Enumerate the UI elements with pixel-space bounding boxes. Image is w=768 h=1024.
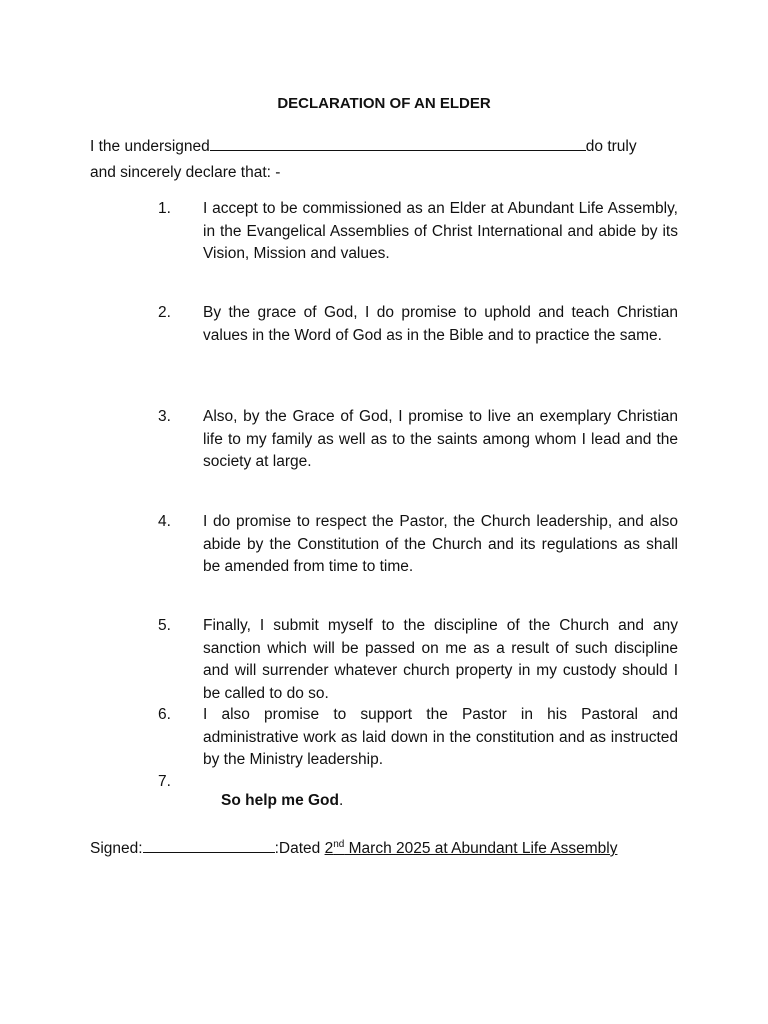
list-item-text: Also, by the Grace of God, I promise to live an exemplary Christian life to my family as well as to the saints among whom I lead and the society at large. bbox=[203, 408, 678, 470]
signature-blank-line bbox=[143, 837, 275, 853]
list-item-text: I also promise to support the Pastor in his Pastoral and administrative work as laid down in the constitution and as instructed by the Ministry leadership. bbox=[203, 706, 678, 768]
list-item-text: Finally, I submit myself to the discipline of the Church and any sanction which will be passed on me as a result of such discipline and will surrender whatever church property in my custody should I be called to do so. bbox=[203, 617, 678, 702]
dated-day: 2 bbox=[324, 840, 334, 857]
closing-text: So help me God bbox=[221, 792, 339, 809]
list-item-text: I accept to be commissioned as an Elder at Abundant Life Assembly, in the Evangelical Assemblies of Christ International and abide by its Vision, Mission and values. bbox=[203, 200, 678, 262]
list-item-number: 7. bbox=[158, 773, 171, 790]
intro-line-2: and sincerely declare that: - bbox=[90, 164, 281, 181]
list-item bbox=[158, 198, 678, 266]
list-item bbox=[158, 704, 678, 772]
intro-suffix: do truly bbox=[585, 138, 637, 155]
list-item bbox=[158, 511, 678, 579]
list-item-text: I do promise to respect the Pastor, the Church leadership, and also abide by the Constitution of the Church and its regulations as shall be amended from time to time. bbox=[203, 513, 678, 575]
dated-prefix: :Dated bbox=[274, 840, 325, 857]
signed-label: Signed: bbox=[90, 840, 143, 857]
list-item bbox=[158, 302, 678, 347]
signature-line bbox=[90, 837, 617, 858]
list-item-number: 2. bbox=[158, 304, 171, 321]
intro-paragraph bbox=[90, 134, 690, 186]
closing-line bbox=[221, 792, 343, 810]
dated-rest: March 2025 at Abundant Life Assembly bbox=[344, 840, 618, 857]
dated-day-suffix: nd bbox=[333, 838, 345, 850]
list-item-number: 4. bbox=[158, 513, 171, 530]
list-item-number: 5. bbox=[158, 617, 171, 634]
list-item-text: By the grace of God, I do promise to uphold and teach Christian values in the Word of God as in the Bible and to practice the same. bbox=[203, 304, 678, 344]
list-item-number: 3. bbox=[158, 408, 171, 425]
intro-prefix: I the undersigned bbox=[90, 138, 210, 155]
name-blank-line bbox=[210, 135, 586, 151]
list-item-number: 6. bbox=[158, 706, 171, 723]
document-title: DECLARATION OF AN ELDER bbox=[277, 95, 491, 112]
dated-text bbox=[325, 840, 618, 857]
list-item bbox=[158, 406, 678, 474]
closing-period: . bbox=[338, 792, 344, 809]
list-item bbox=[158, 615, 678, 705]
list-item-number: 1. bbox=[158, 200, 171, 217]
